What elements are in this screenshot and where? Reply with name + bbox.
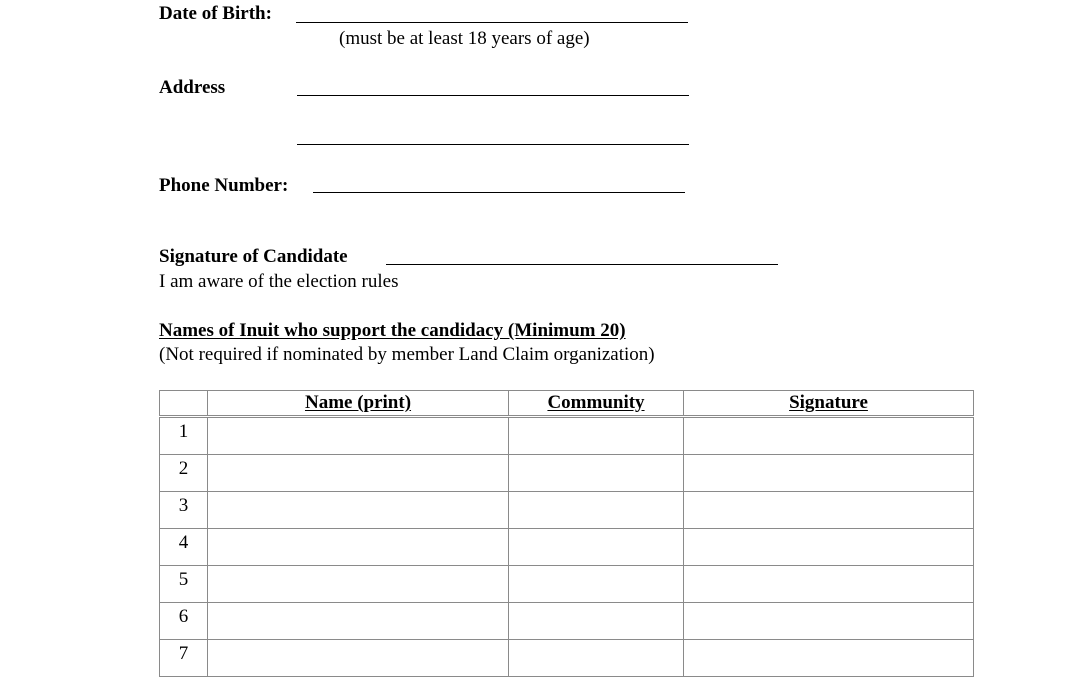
community-cell[interactable] [509,566,684,603]
table-row [160,529,974,566]
name-cell[interactable] [208,566,509,603]
community-cell[interactable] [509,417,684,455]
name-cell[interactable] [208,529,509,566]
table-row [160,455,974,492]
dob-age-note: (must be at least 18 years of age) [339,28,590,49]
signature-cell[interactable] [684,492,974,529]
row-number: 4 [160,529,208,566]
candidate-signature-line[interactable] [386,264,778,265]
row-number: 6 [160,603,208,640]
community-cell[interactable] [509,455,684,492]
community-cell[interactable] [509,492,684,529]
signature-cell[interactable] [684,455,974,492]
name-cell[interactable] [208,640,509,677]
signature-note: I am aware of the election rules [159,271,399,292]
signature-cell[interactable] [684,640,974,677]
name-cell[interactable] [208,603,509,640]
table-row [160,603,974,640]
phone-input-line[interactable] [313,192,685,193]
row-number: 3 [160,492,208,529]
community-cell[interactable] [509,603,684,640]
row-number: 7 [160,640,208,677]
candidate-signature-label: Signature of Candidate [159,246,348,267]
table-row [160,492,974,529]
phone-label: Phone Number: [159,175,289,196]
signature-cell[interactable] [684,417,974,455]
dob-input-line[interactable] [296,22,688,23]
name-cell[interactable] [208,417,509,455]
name-cell[interactable] [208,492,509,529]
signature-cell[interactable] [684,566,974,603]
signature-cell[interactable] [684,529,974,566]
address-input-line-1[interactable] [297,95,689,96]
table-row [160,640,974,677]
header-signature: Signature [684,391,974,417]
supporters-table [159,390,974,677]
header-number [160,391,208,417]
address-label: Address [159,77,226,98]
address-input-line-2[interactable] [297,144,689,145]
supporters-note: (Not required if nominated by member Land Claim organization) [159,344,655,365]
header-community: Community [509,391,684,417]
row-number: 2 [160,455,208,492]
dob-label: Date of Birth: [159,3,272,24]
row-number: 5 [160,566,208,603]
community-cell[interactable] [509,640,684,677]
community-cell[interactable] [509,529,684,566]
table-row [160,417,974,455]
table-header-row [160,391,974,417]
supporters-heading: Names of Inuit who support the candidacy (Minimum 20) [159,320,626,341]
signature-cell[interactable] [684,603,974,640]
name-cell[interactable] [208,455,509,492]
row-number: 1 [160,417,208,455]
table-row [160,566,974,603]
header-name: Name (print) [208,391,509,417]
